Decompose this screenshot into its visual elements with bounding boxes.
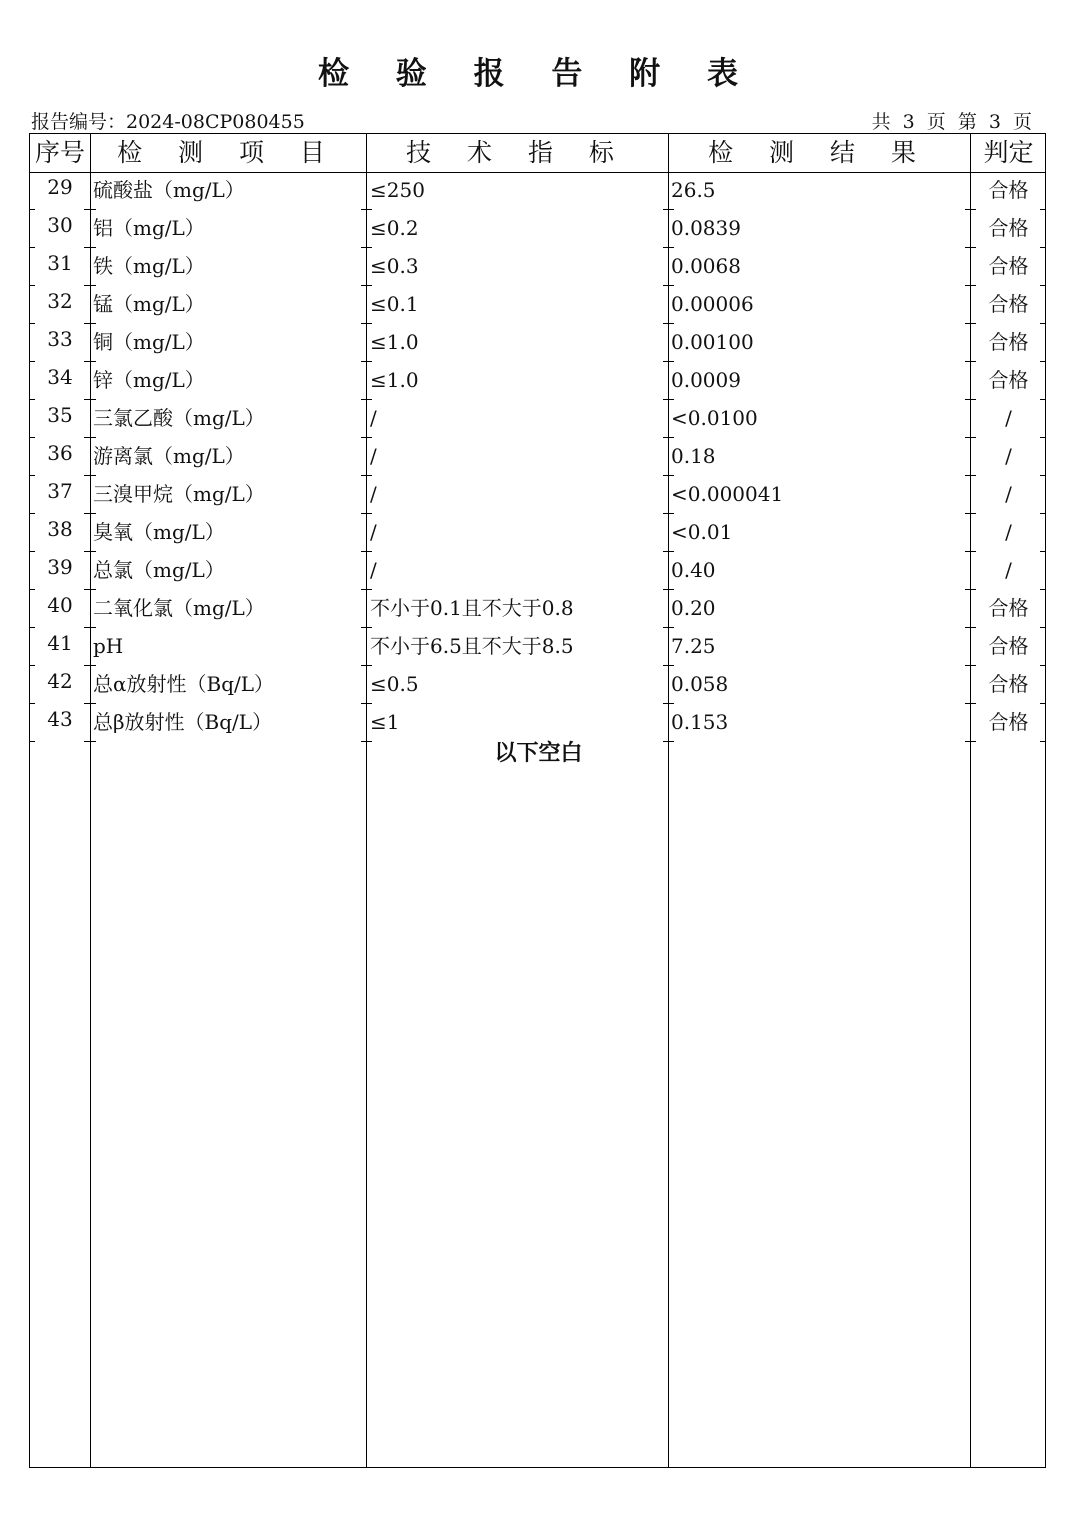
cell-judge: 合格 xyxy=(988,710,1029,734)
cell-result: 0.00006 xyxy=(671,292,754,316)
cell-result: <0.01 xyxy=(671,520,733,544)
cell-spec: ≤1.0 xyxy=(370,330,419,354)
cell-item: 铜（mg/L） xyxy=(93,330,205,354)
cell-seq: 36 xyxy=(47,441,73,465)
cell-seq: 41 xyxy=(47,631,73,655)
table-row xyxy=(30,476,1045,514)
cell-spec: 不小于6.5且不大于8.5 xyxy=(370,634,574,658)
cell-spec: ≤0.5 xyxy=(370,672,419,696)
cell-seq: 39 xyxy=(47,555,73,579)
table-row xyxy=(30,286,1045,324)
cell-spec: / xyxy=(370,520,377,544)
cell-judge: 合格 xyxy=(988,216,1029,240)
cell-judge: / xyxy=(1005,444,1012,468)
cell-judge: / xyxy=(1005,482,1012,506)
cell-result: 0.0009 xyxy=(671,368,741,392)
cell-judge: / xyxy=(1005,558,1012,582)
cell-seq: 40 xyxy=(47,593,73,617)
cell-seq: 38 xyxy=(47,517,73,541)
cell-seq: 43 xyxy=(47,707,73,731)
cell-result: 0.00100 xyxy=(671,330,754,354)
blank-below-note: 以下空白 xyxy=(494,741,583,766)
cell-seq: 32 xyxy=(47,289,73,313)
cell-result: 0.20 xyxy=(671,596,716,620)
cell-spec: ≤0.1 xyxy=(370,292,419,316)
cell-item: 铁（mg/L） xyxy=(93,254,205,278)
cell-spec: ≤250 xyxy=(370,178,425,202)
table-header xyxy=(30,134,1045,173)
cell-seq: 42 xyxy=(47,669,73,693)
cell-seq: 31 xyxy=(47,251,73,275)
cell-item: pH xyxy=(93,634,124,658)
cell-seq: 35 xyxy=(47,403,73,427)
table-row xyxy=(30,438,1045,476)
cell-seq: 30 xyxy=(47,213,73,237)
header-judge: 判定 xyxy=(983,138,1034,167)
table-row xyxy=(30,552,1045,590)
cell-seq: 34 xyxy=(47,365,73,389)
cell-spec: 不小于0.1且不大于0.8 xyxy=(370,596,574,620)
table-row xyxy=(30,248,1045,286)
table-row xyxy=(30,590,1045,628)
report-number: 报告编号：2024-08CP080455 xyxy=(31,111,305,133)
cell-judge: / xyxy=(1005,520,1012,544)
table-body xyxy=(30,172,1045,742)
cell-judge: / xyxy=(1005,406,1012,430)
cell-item: 臭氧（mg/L） xyxy=(93,520,225,544)
header-result: 检 测 结 果 xyxy=(708,138,930,167)
cell-spec: ≤1 xyxy=(370,710,400,734)
table-row xyxy=(30,210,1045,248)
report-title: 检 验 报 告 附 表 xyxy=(318,56,756,92)
cell-result: 0.153 xyxy=(671,710,729,734)
table-row xyxy=(30,514,1045,552)
cell-item: 锌（mg/L） xyxy=(93,368,205,392)
cell-spec: ≤0.2 xyxy=(370,216,419,240)
cell-item: 三氯乙酸（mg/L） xyxy=(93,406,265,430)
table-row xyxy=(30,666,1045,704)
cell-spec: / xyxy=(370,444,377,468)
cell-spec: / xyxy=(370,482,377,506)
cell-item: 游离氯（mg/L） xyxy=(93,444,245,468)
cell-spec: / xyxy=(370,406,377,430)
cell-result: <0.000041 xyxy=(671,482,784,506)
table-row xyxy=(30,628,1045,666)
cell-result: 0.0839 xyxy=(671,216,741,240)
cell-item: 总α放射性（Bq/L） xyxy=(93,672,275,696)
header-spec: 技 术 指 标 xyxy=(406,138,628,167)
cell-judge: 合格 xyxy=(988,178,1029,202)
cell-result: 0.18 xyxy=(671,444,716,468)
header-item: 检 测 项 目 xyxy=(117,138,339,167)
cell-item: 总氯（mg/L） xyxy=(93,558,225,582)
table-row xyxy=(30,172,1045,210)
cell-judge: 合格 xyxy=(988,330,1029,354)
cell-judge: 合格 xyxy=(988,254,1029,278)
cell-seq: 33 xyxy=(47,327,73,351)
cell-item: 锰（mg/L） xyxy=(93,292,205,316)
cell-judge: 合格 xyxy=(988,672,1029,696)
cell-seq: 29 xyxy=(47,175,73,199)
cell-result: 7.25 xyxy=(671,634,716,658)
cell-judge: 合格 xyxy=(988,292,1029,316)
table-row xyxy=(30,400,1045,438)
cell-result: 0.40 xyxy=(671,558,716,582)
cell-spec: / xyxy=(370,558,377,582)
table-row xyxy=(30,324,1045,362)
cell-result: 26.5 xyxy=(671,178,716,202)
cell-judge: 合格 xyxy=(988,368,1029,392)
page-info: 共 3 页 第 3 页 xyxy=(871,111,1032,133)
cell-judge: 合格 xyxy=(988,596,1029,620)
cell-item: 总β放射性（Bq/L） xyxy=(93,710,273,734)
cell-spec: ≤1.0 xyxy=(370,368,419,392)
cell-item: 三溴甲烷（mg/L） xyxy=(93,482,265,506)
cell-result: 0.058 xyxy=(671,672,729,696)
cell-result: <0.0100 xyxy=(671,406,758,430)
results-table xyxy=(29,133,1046,1468)
header-seq: 序号 xyxy=(34,138,85,167)
table-row xyxy=(30,362,1045,400)
cell-result: 0.0068 xyxy=(671,254,741,278)
cell-seq: 37 xyxy=(47,479,73,503)
cell-spec: ≤0.3 xyxy=(370,254,419,278)
cell-item: 硫酸盐（mg/L） xyxy=(93,178,245,202)
cell-item: 铝（mg/L） xyxy=(93,216,205,240)
cell-item: 二氧化氯（mg/L） xyxy=(93,596,265,620)
cell-judge: 合格 xyxy=(988,634,1029,658)
